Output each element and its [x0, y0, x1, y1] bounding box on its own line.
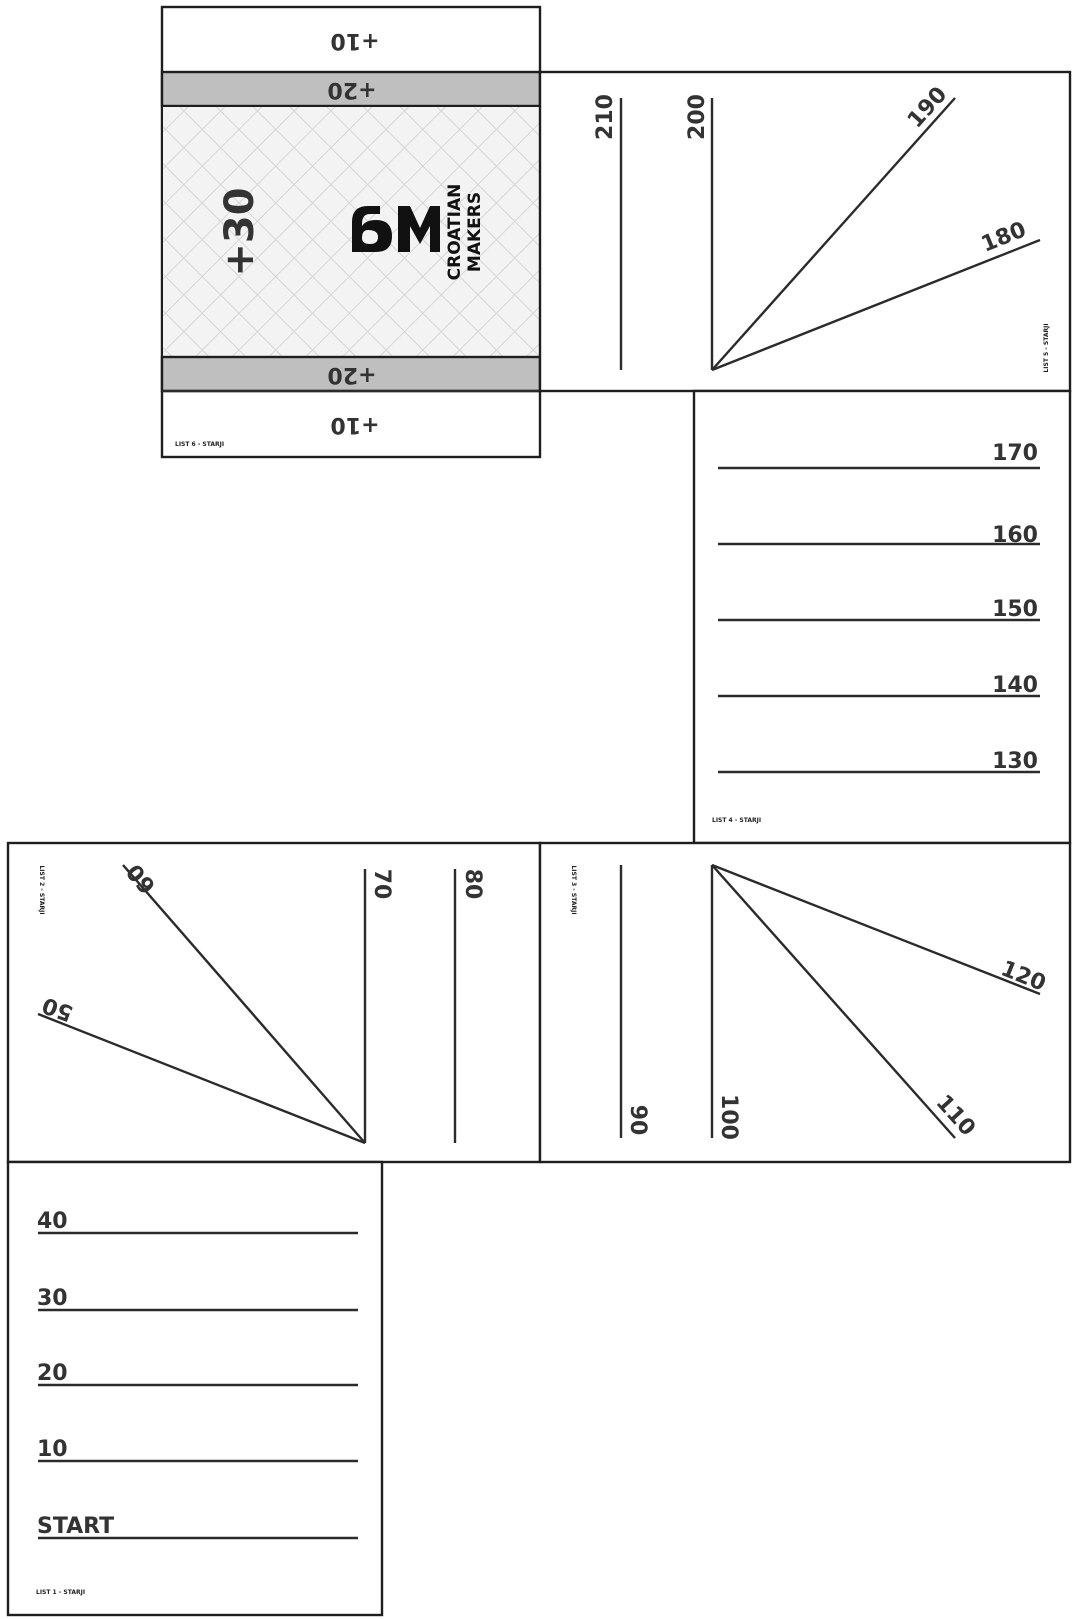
label-90: 90: [625, 1104, 650, 1136]
label-130: 130: [992, 749, 1038, 774]
sheet-5-caption: LIST 5 - STARJI: [1043, 323, 1050, 373]
logo-line-croatian: CROATIAN: [445, 183, 465, 281]
label-150: 150: [992, 597, 1038, 622]
label-80: 80: [460, 868, 485, 900]
sheet-2-caption: LIST 2 - STARJI: [38, 865, 45, 915]
label-190: 190: [902, 82, 953, 134]
sheet-1-caption: LIST 1 - STARJI: [36, 1589, 86, 1596]
label-140: 140: [992, 673, 1038, 698]
sheet-3: [540, 843, 1070, 1162]
label-110: 110: [930, 1090, 981, 1142]
label-120: 120: [997, 956, 1050, 997]
label-170: 170: [992, 441, 1038, 466]
lower-band-label: +20: [327, 362, 377, 387]
upper-band-label: +20: [327, 77, 377, 102]
logo-line-makers: MAKERS: [465, 191, 485, 273]
sheet-1: [8, 1162, 382, 1615]
label-100: 100: [716, 1094, 741, 1140]
label-10: 10: [37, 1437, 68, 1462]
top-bonus-label: +10: [330, 28, 380, 53]
sheet-3-caption: LIST 3 - STARJI: [570, 865, 577, 915]
label-start: START: [37, 1514, 115, 1539]
label-160: 160: [992, 523, 1038, 548]
label-30: 30: [37, 1286, 68, 1311]
label-70: 70: [369, 868, 394, 900]
sheet-6: [162, 7, 540, 457]
center-bonus-label: +30: [217, 187, 263, 277]
sheet-5: [540, 72, 1070, 391]
label-180: 180: [977, 217, 1030, 258]
label-40: 40: [37, 1209, 68, 1234]
sheet-4: [694, 391, 1070, 843]
label-50: 50: [39, 991, 77, 1026]
label-210: 210: [593, 94, 618, 140]
sheet-6-caption: LIST 6 - STARJI: [175, 441, 225, 448]
bottom-bonus-label: +10: [330, 412, 380, 437]
label-200: 200: [685, 94, 710, 140]
sheet-2: [8, 843, 540, 1162]
label-60: 60: [122, 858, 162, 899]
label-20: 20: [37, 1361, 68, 1386]
sheet-4-caption: LIST 4 - STARJI: [712, 817, 762, 824]
